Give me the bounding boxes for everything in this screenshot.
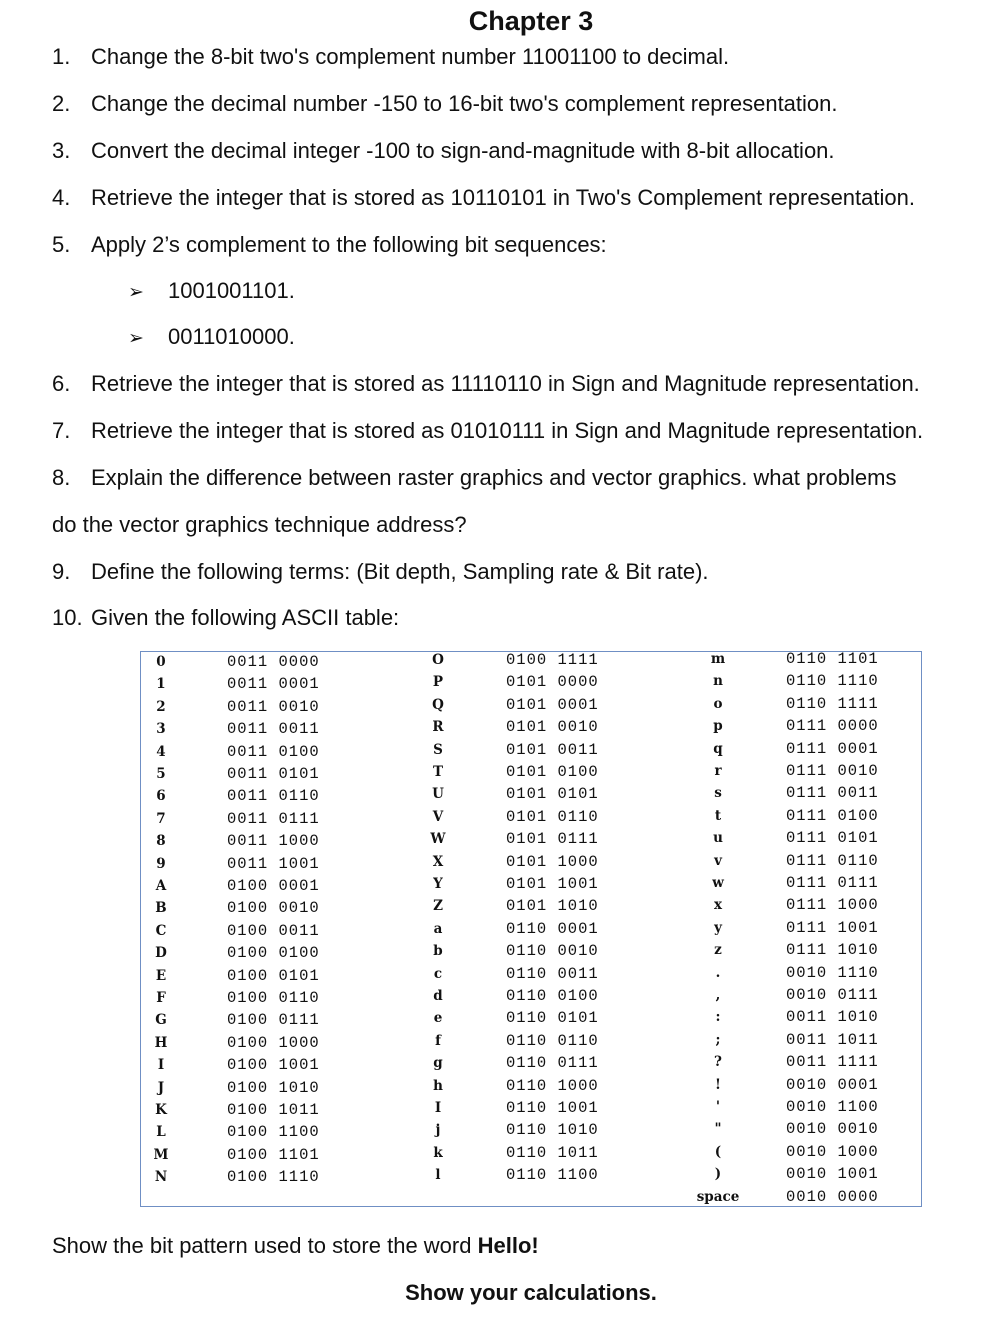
ascii-code: 0011 1011	[786, 1030, 879, 1049]
ascii-char: v	[714, 852, 722, 869]
ascii-char: a	[433, 920, 443, 937]
ascii-char: y	[714, 919, 722, 936]
question-8	[52, 465, 896, 491]
ascii-char: V	[432, 808, 444, 825]
ascii-char: 7	[156, 810, 166, 827]
ascii-code: 0010 1100	[786, 1098, 879, 1116]
question-7	[52, 418, 923, 444]
ascii-char: 0	[156, 654, 166, 670]
page-title: Chapter 3	[468, 6, 594, 36]
ascii-char: l	[435, 1167, 441, 1184]
ascii-code: 0101 0101	[506, 785, 599, 804]
ascii-char: J	[157, 1079, 165, 1096]
ascii-code: 0010 1110	[786, 963, 879, 982]
ascii-char: h	[433, 1077, 443, 1094]
ascii-code: 0110 0100	[506, 987, 599, 1005]
ascii-code: 0101 1000	[506, 852, 599, 871]
ascii-char: d	[433, 988, 443, 1004]
ascii-char: 5	[156, 766, 166, 782]
ascii-code: 0010 0111	[786, 986, 879, 1004]
question-number: 3.	[52, 138, 71, 163]
ascii-char: I	[157, 1057, 165, 1074]
question-number: 4.	[52, 185, 71, 210]
ascii-char: f	[435, 1032, 441, 1049]
ascii-code: 0111 0100	[786, 806, 879, 825]
ascii-code: 0100 1110	[227, 1168, 320, 1187]
ascii-char: 2	[156, 698, 166, 715]
ascii-char: q	[713, 740, 723, 757]
question-number: 7.	[52, 418, 71, 443]
ascii-char: 6	[156, 788, 166, 805]
ascii-char: T	[432, 764, 444, 780]
ascii-char: S	[433, 741, 443, 758]
ascii-code: 0100 1101	[227, 1145, 320, 1164]
ascii-char: D	[155, 945, 167, 962]
ascii-char: M	[153, 1146, 169, 1163]
ascii-code: 0100 1111	[506, 651, 599, 669]
hello-instruction	[52, 1233, 539, 1259]
ascii-code: 0011 0010	[227, 697, 320, 716]
ascii-code: 0111 1010	[786, 941, 879, 960]
ascii-char: o	[713, 695, 723, 712]
question-number: 5.	[52, 232, 71, 257]
ascii-code: 0011 0101	[227, 765, 320, 783]
hello-word: Hello!	[477, 1233, 539, 1258]
ascii-char: ;	[715, 1031, 721, 1048]
ascii-code: 0110 1010	[506, 1121, 599, 1140]
ascii-code: 0101 0000	[506, 673, 599, 692]
ascii-code: 0011 0001	[227, 675, 320, 694]
ascii-char: E	[155, 967, 167, 984]
question-number: 1.	[52, 44, 71, 69]
question-3	[52, 138, 835, 164]
ascii-code: 0110 0111	[506, 1054, 599, 1073]
ascii-code: 0100 0100	[227, 944, 320, 963]
ascii-char: :	[715, 1009, 721, 1026]
ascii-char: U	[432, 786, 444, 803]
question-text: Retrieve the integer that is stored as 10110101 in Two's Complement representation.	[91, 185, 915, 210]
ascii-char: r	[714, 763, 722, 779]
ascii-char: R	[432, 719, 444, 736]
ascii-char: b	[433, 943, 443, 960]
bullet-text: 0011010000.	[168, 324, 295, 349]
ascii-char: !	[715, 1076, 721, 1093]
ascii-char: X	[432, 853, 444, 870]
arrow-bullet-icon: ➢	[128, 282, 144, 303]
ascii-table	[140, 651, 922, 1207]
ascii-char: )	[714, 1166, 722, 1183]
question-text: Given the following ASCII table:	[91, 605, 400, 630]
ascii-char: j	[435, 1122, 441, 1139]
ascii-code: 0101 1001	[506, 875, 599, 893]
ascii-char: F	[156, 990, 166, 1006]
ascii-char: x	[713, 897, 723, 914]
question-number: 8.	[52, 465, 71, 490]
ascii-code: 0111 0101	[786, 829, 879, 848]
ascii-code: 0011 0100	[227, 742, 320, 761]
ascii-char: I	[434, 1100, 442, 1116]
ascii-code: 0100 0011	[227, 921, 320, 940]
ascii-code: 0101 0011	[506, 740, 599, 759]
ascii-char: k	[433, 1144, 443, 1161]
ascii-char: C	[155, 922, 167, 939]
ascii-code: 0101 0001	[506, 695, 599, 714]
ascii-char: Z	[433, 898, 443, 915]
question-number: 10.	[52, 605, 83, 630]
question-number: 6.	[52, 371, 71, 396]
ascii-char: (	[714, 1143, 722, 1160]
question-6	[52, 371, 920, 397]
ascii-char: z	[714, 942, 722, 959]
question-number: 9.	[52, 559, 71, 584]
ascii-char: s	[714, 785, 722, 802]
ascii-char: 4	[156, 743, 166, 760]
question-1	[52, 44, 729, 70]
question-8-continuation: do the vector graphics technique address?	[52, 512, 467, 537]
ascii-code: 0010 0000	[786, 1187, 879, 1206]
ascii-code: 0111 1000	[786, 896, 879, 915]
ascii-char: G	[155, 1012, 167, 1029]
ascii-char: Y	[433, 876, 443, 892]
ascii-code: 0101 1010	[506, 897, 599, 916]
question-text: Define the following terms: (Bit depth, Sampling rate & Bit rate).	[91, 559, 709, 584]
ascii-code: 0101 0100	[506, 763, 599, 781]
ascii-code: 0100 0010	[227, 899, 320, 918]
ascii-code: 0111 0111	[786, 874, 879, 892]
ascii-char: g	[433, 1055, 443, 1072]
ascii-char: '	[715, 1099, 721, 1115]
ascii-char: H	[154, 1034, 168, 1051]
ascii-char: P	[432, 674, 444, 691]
ascii-char: ?	[714, 1054, 722, 1071]
ascii-code: 0111 0001	[786, 739, 879, 758]
ascii-char: A	[155, 878, 167, 894]
ascii-char: Q	[432, 696, 444, 713]
ascii-code: 0111 0010	[786, 762, 879, 780]
ascii-char: B	[155, 900, 167, 917]
ascii-char: K	[155, 1102, 167, 1118]
ascii-code: 0100 1000	[227, 1033, 320, 1052]
ascii-code: 0100 0001	[227, 877, 320, 895]
ascii-code: 0100 0110	[227, 989, 320, 1007]
ascii-code: 0010 1001	[786, 1165, 879, 1184]
ascii-code: 0100 1001	[227, 1056, 320, 1075]
ascii-code: 0011 1001	[227, 854, 320, 873]
ascii-code: 0011 0110	[227, 787, 320, 806]
ascii-char: w	[712, 875, 724, 891]
ascii-char: ,	[715, 987, 721, 1003]
ascii-code: 0110 0001	[506, 919, 599, 938]
bullet-item-1	[128, 278, 295, 304]
ascii-char: 3	[156, 721, 166, 738]
ascii-code: 0011 1111	[786, 1053, 879, 1072]
ascii-code: 0111 0011	[786, 784, 879, 803]
question-text: Convert the decimal integer -100 to sign-and-magnitude with 8-bit allocation.	[91, 138, 835, 163]
bullet-text: 1001001101.	[168, 278, 295, 303]
ascii-code: 0111 1001	[786, 918, 879, 937]
show-calculations: Show your calculations.	[405, 1280, 657, 1305]
ascii-code: 0110 0110	[506, 1031, 599, 1050]
ascii-code: 0110 1000	[506, 1076, 599, 1095]
ascii-code: 0011 0111	[227, 809, 320, 828]
ascii-char: space	[696, 1188, 740, 1205]
ascii-code: 0011 0000	[227, 653, 320, 671]
ascii-code: 0100 0101	[227, 966, 320, 985]
ascii-char: c	[433, 965, 443, 982]
instruction-text: Show the bit pattern used to store the word	[52, 1233, 478, 1258]
ascii-char: L	[156, 1124, 166, 1141]
ascii-char: 9	[156, 855, 166, 872]
ascii-code: 0110 1110	[786, 672, 879, 691]
ascii-code: 0110 1011	[506, 1143, 599, 1162]
question-text: Apply 2’s complement to the following bit sequences:	[91, 232, 607, 257]
ascii-char: m	[710, 651, 726, 667]
ascii-char: .	[715, 964, 721, 981]
question-4	[52, 185, 915, 211]
question-10	[52, 605, 399, 631]
ascii-code: 0011 0011	[227, 720, 320, 739]
question-5	[52, 232, 607, 258]
arrow-bullet-icon: ➢	[128, 328, 144, 349]
ascii-code: 0110 0011	[506, 964, 599, 983]
question-text: Retrieve the integer that is stored as 11110110 in Sign and Magnitude representation.	[91, 371, 920, 396]
ascii-code: 0010 1000	[786, 1142, 879, 1161]
ascii-code: 0110 1111	[786, 694, 879, 713]
question-text: Retrieve the integer that is stored as 01010111 in Sign and Magnitude representation.	[91, 418, 924, 443]
ascii-char: W	[430, 831, 446, 848]
ascii-code: 0111 0000	[786, 717, 879, 736]
ascii-char: t	[714, 807, 722, 824]
ascii-code: 0110 1001	[506, 1099, 599, 1117]
question-text: Change the decimal number -150 to 16-bit two's complement representation.	[91, 91, 838, 116]
question-9	[52, 559, 709, 585]
ascii-code: 0101 0111	[506, 830, 599, 849]
ascii-char: N	[154, 1169, 168, 1186]
ascii-code: 0100 1010	[227, 1078, 320, 1097]
bullet-item-2	[128, 324, 295, 350]
ascii-char: p	[713, 718, 723, 735]
ascii-code: 0101 0110	[506, 807, 599, 826]
ascii-code: 0110 0101	[506, 1009, 599, 1028]
ascii-code: 0111 0110	[786, 851, 879, 870]
ascii-code: 0100 1011	[227, 1101, 320, 1119]
ascii-code: 0101 0010	[506, 718, 599, 737]
ascii-code: 0010 0001	[786, 1075, 879, 1094]
question-text: Change the 8-bit two's complement number 11001100 to decimal.	[91, 44, 730, 69]
ascii-code: 0011 1010	[786, 1008, 879, 1027]
ascii-char: 1	[156, 676, 166, 693]
ascii-code: 0100 0111	[227, 1011, 320, 1030]
ascii-char: "	[714, 1121, 722, 1138]
ascii-code: 0011 1000	[227, 832, 320, 851]
ascii-code: 0110 1100	[506, 1166, 599, 1185]
ascii-char: n	[713, 673, 723, 690]
ascii-char: u	[713, 830, 723, 847]
question-2	[52, 91, 838, 117]
ascii-code: 0010 0010	[786, 1120, 879, 1139]
ascii-char: e	[433, 1010, 443, 1027]
ascii-code: 0100 1100	[227, 1123, 320, 1142]
ascii-char: O	[432, 652, 444, 668]
ascii-code: 0110 1101	[786, 650, 879, 668]
question-number: 2.	[52, 91, 71, 116]
question-text: Explain the difference between raster graphics and vector graphics. what problems	[91, 465, 897, 490]
ascii-char: 8	[156, 833, 166, 850]
ascii-code: 0110 0010	[506, 942, 599, 961]
